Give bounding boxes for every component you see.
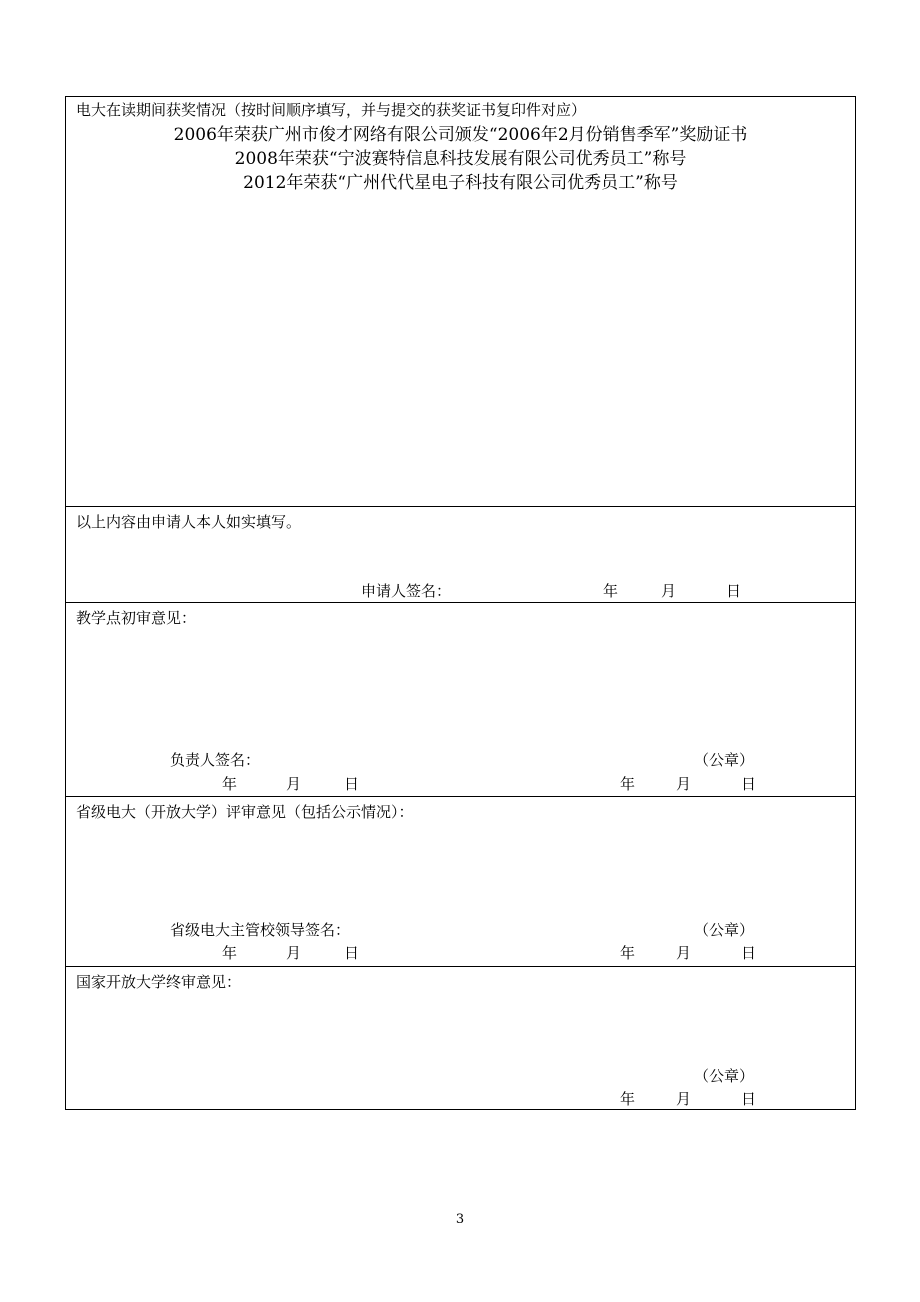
review-form-table (65, 96, 856, 1110)
national-section (66, 967, 855, 1111)
applicant-date-day: 日 (726, 582, 742, 600)
applicant-statement: 以上内容由申请人本人如实填写。 (76, 513, 302, 531)
award-entry-1: 2006年荣获广州市俊才网络有限公司颁发“2006年2月份销售季军”奖励证书 (173, 125, 748, 145)
award-entry-3: 2012年荣获“广州代代星电子科技有限公司优秀员工”称号 (243, 173, 678, 193)
page-number: 3 (455, 1212, 465, 1227)
award-entry-2: 2008年荣获“宁波赛特信息科技发展有限公司优秀员工”称号 (234, 149, 687, 169)
national-seal: （公章） (694, 1067, 755, 1085)
applicant-date-year: 年 (603, 582, 619, 600)
national-seal-day: 日 (741, 1090, 757, 1108)
teaching-point-heading: 教学点初审意见： (76, 609, 197, 627)
applicant-date-month: 月 (661, 582, 677, 600)
teaching-point-sign-month: 月 (286, 775, 302, 793)
awards-heading: 电大在读期间获奖情况（按时间顺序填写，并与提交的获奖证书复印件对应） (76, 101, 587, 119)
provincial-seal-day: 日 (741, 944, 757, 962)
provincial-section (66, 797, 855, 967)
teaching-point-signature-label: 负责人签名： (170, 751, 261, 769)
national-seal-year: 年 (620, 1090, 636, 1108)
provincial-signature-label: 省级电大主管校领导签名： (170, 921, 351, 939)
provincial-seal-month: 月 (676, 944, 692, 962)
provincial-heading: 省级电大（开放大学）评审意见（包括公示情况）： (76, 803, 414, 821)
national-seal-month: 月 (676, 1090, 692, 1108)
provincial-seal: （公章） (694, 921, 755, 939)
teaching-point-section (66, 603, 855, 797)
applicant-signature-label: 申请人签名： (361, 582, 452, 600)
national-heading: 国家开放大学终审意见： (76, 973, 242, 991)
provincial-sign-year: 年 (222, 944, 238, 962)
provincial-seal-year: 年 (620, 944, 636, 962)
teaching-point-seal-year: 年 (620, 775, 636, 793)
teaching-point-sign-year: 年 (222, 775, 238, 793)
provincial-sign-day: 日 (344, 944, 360, 962)
applicant-section (66, 507, 855, 603)
teaching-point-seal-month: 月 (676, 775, 692, 793)
teaching-point-sign-day: 日 (344, 775, 360, 793)
provincial-sign-month: 月 (286, 944, 302, 962)
awards-section (66, 97, 855, 507)
teaching-point-seal: （公章） (694, 751, 755, 769)
teaching-point-seal-day: 日 (741, 775, 757, 793)
